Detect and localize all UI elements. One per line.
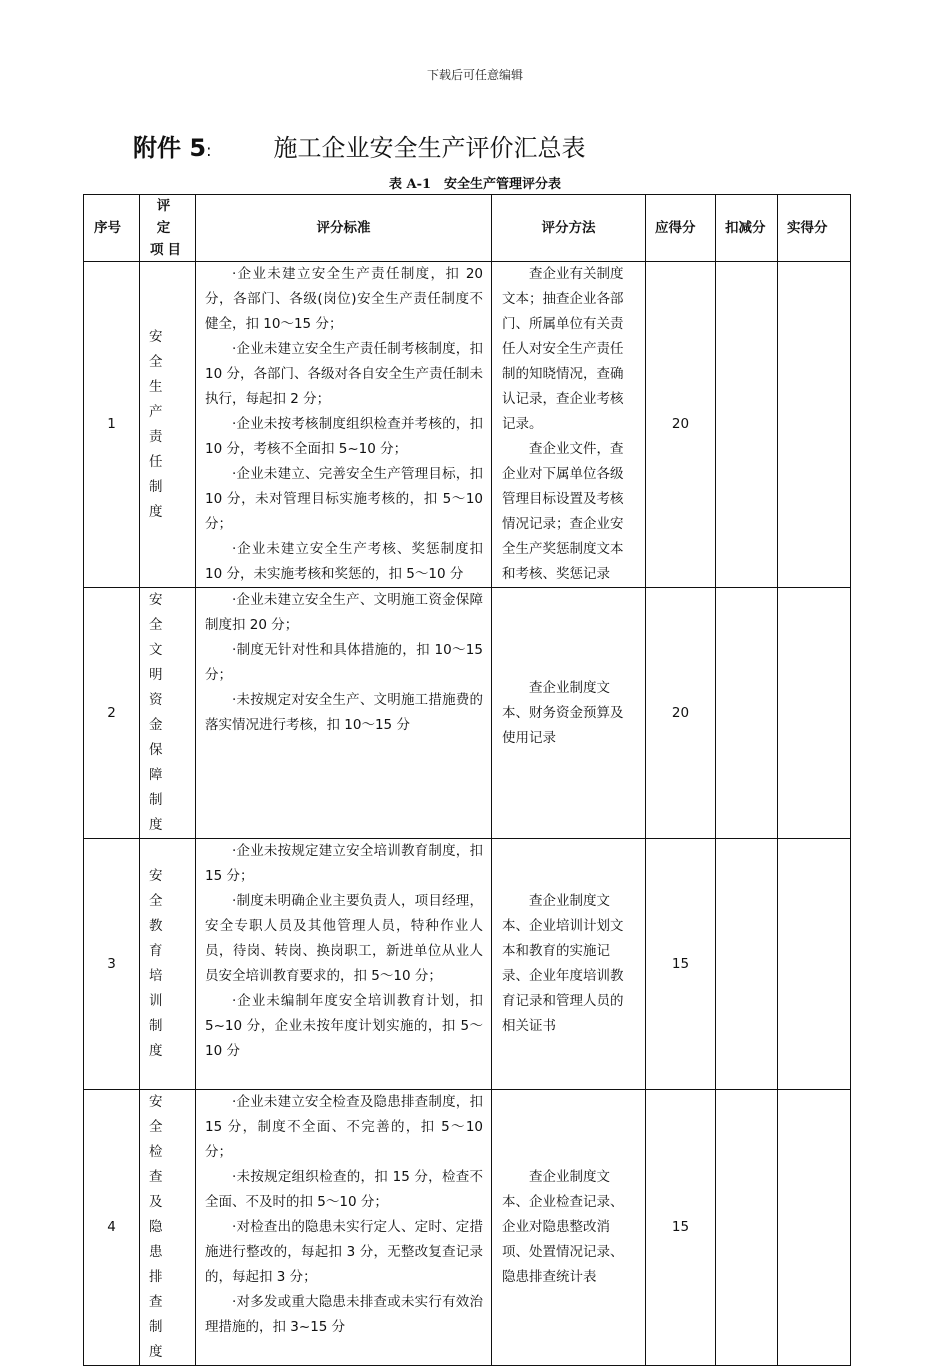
row-method	[492, 1090, 646, 1366]
table-row	[84, 839, 851, 1090]
standard-line: ·对多发或重大隐患未排查或未实行有效治理措施的，扣 3~15 分	[205, 1294, 483, 1335]
row-due-score: 20	[646, 262, 716, 588]
standard-line: ·制度未明确企业主要负责人，项目经理，安全专职人员及其他管理人员，特种作业人员，待岗、转岗、换岗职工，新进单位从业人员安全培训教育要求的，扣 5～10 分；	[205, 893, 483, 984]
row-standard	[196, 839, 492, 1090]
standard-line: ·企业未按规定建立安全培训教育制度，扣 15 分；	[205, 843, 483, 884]
title-text: 施工企业安全生产评价汇总表	[273, 134, 586, 162]
header-item-line2: 项目	[150, 242, 185, 258]
method-line: 查企业制度文本、财务资金预算及使用记录	[502, 679, 624, 746]
table-row	[84, 588, 851, 839]
standard-line: ·企业未建立、完善安全生产管理目标，扣 10 分，未对管理目标实施考核的，扣 5～10 分；	[205, 466, 483, 532]
row-method	[492, 262, 646, 588]
row-due-score: 15	[646, 1090, 716, 1366]
header-item-line1: 评定	[156, 198, 185, 236]
row-method	[492, 588, 646, 839]
row-method	[492, 839, 646, 1090]
header-note: 下载后可任意编辑	[426, 68, 523, 82]
table-row	[84, 1090, 851, 1366]
standard-line: ·未按规定对安全生产、文明施工措施费的落实情况进行考核，扣 10～15 分	[205, 692, 483, 733]
row-item	[140, 839, 196, 1090]
row-due-score: 20	[646, 588, 716, 839]
row-due-score: 15	[646, 839, 716, 1090]
table-header-row	[84, 195, 851, 262]
row-item-text: 安全检查及隐患排查制度	[149, 1094, 177, 1360]
row-item-text: 安全生产责任制度	[149, 328, 177, 520]
standard-line: ·未按规定组织检查的，扣 15 分，检查不全面、不及时的扣 5～10 分；	[205, 1169, 483, 1210]
row-seq: 2	[84, 588, 140, 839]
method-line: 查企业制度文本、企业检查记录、企业对隐患整改消项、处置情况记录、隐患排查统计表	[502, 1169, 624, 1285]
header-standard: 评分标准	[196, 195, 492, 262]
document-title	[133, 128, 893, 163]
row-actual-score[interactable]	[778, 262, 851, 588]
row-actual-score[interactable]	[778, 1090, 851, 1366]
standard-line: ·企业未建立安全生产责任制考核制度，扣 10 分，各部门、各级对各自安全生产责任制未执行，每起扣 2 分；	[205, 341, 483, 407]
row-item	[140, 1090, 196, 1366]
standard-line: ·企业未建立安全生产、文明施工资金保障制度扣 20 分；	[205, 592, 483, 633]
row-actual-score[interactable]	[778, 839, 851, 1090]
row-item	[140, 262, 196, 588]
method-line: 查企业文件，查企业对下属单位各级管理目标设置及考核情况记录；查企业安全生产奖惩制度文本和考核、奖惩记录	[502, 441, 624, 582]
method-line: 查企业有关制度文本；抽查企业各部门、所属单位有关责任人对安全生产责任制的知晓情况，查确认记录，查企业考核记录。	[502, 266, 624, 432]
row-deduct-score[interactable]	[716, 1090, 778, 1366]
row-deduct-score[interactable]	[716, 262, 778, 588]
standard-line: ·企业未按考核制度组织检查并考核的，扣 10 分，考核不全面扣 5~10 分；	[205, 416, 483, 457]
row-seq: 1	[84, 262, 140, 588]
row-actual-score[interactable]	[778, 588, 851, 839]
header-deduct: 扣减分	[716, 195, 778, 262]
standard-line: ·对检查出的隐患未实行定人、定时、定措施进行整改的，每起扣 3 分，无整改复查记录的，每起扣 3 分；	[205, 1219, 483, 1285]
standard-line: ·制度无针对性和具体措施的，扣 10～15 分；	[205, 642, 483, 683]
standard-line: ·企业未建立安全生产考核、奖惩制度扣 10 分，未实施考核和奖惩的，扣 5～10 分	[205, 541, 483, 582]
header-seq: 序号	[84, 195, 140, 262]
row-standard	[196, 262, 492, 588]
table-subtitle: 表 A-1 安全生产管理评分表	[388, 177, 562, 192]
row-item	[140, 588, 196, 839]
row-standard	[196, 1090, 492, 1366]
standard-line: ·企业未建立安全生产责任制度，扣 20 分，各部门、各级(岗位)安全生产责任制度不健全，扣 10～15 分；	[205, 266, 483, 332]
row-standard	[196, 588, 492, 839]
method-line: 查企业制度文本、企业培训计划文本和教育的实施记录、企业年度培训教育记录和管理人员的相关证书	[502, 893, 624, 1034]
header-item	[140, 195, 196, 262]
header-due: 应得分	[646, 195, 716, 262]
standard-line: ·企业未建立安全检查及隐患排查制度，扣 15 分，制度不全面、不完善的，扣 5～10 分；	[205, 1094, 483, 1160]
header-actual: 实得分	[778, 195, 851, 262]
row-deduct-score[interactable]	[716, 588, 778, 839]
title-prefix: 附件 5	[133, 134, 207, 162]
row-seq: 3	[84, 839, 140, 1090]
row-deduct-score[interactable]	[716, 839, 778, 1090]
row-seq: 4	[84, 1090, 140, 1366]
table-row	[84, 262, 851, 588]
header-method: 评分方法	[492, 195, 646, 262]
row-item-text: 安全文明资金保障制度	[149, 592, 177, 833]
row-item-text: 安全教育培训制度	[149, 868, 177, 1059]
standard-line: ·企业未编制年度安全培训教育计划，扣 5~10 分，企业未按年度计划实施的，扣 5～10 分	[205, 993, 483, 1059]
score-table	[83, 194, 851, 1366]
title-colon: :	[206, 141, 212, 160]
